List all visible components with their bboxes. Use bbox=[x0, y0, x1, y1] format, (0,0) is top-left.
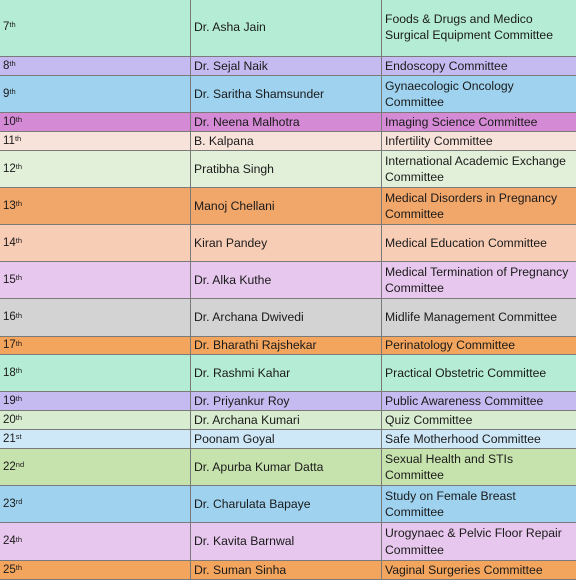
committee-name: Gynaecologic Oncology Committee bbox=[385, 78, 514, 109]
chairperson-name: Dr. Priyankur Roy bbox=[191, 392, 382, 410]
table-row bbox=[0, 337, 576, 355]
committee-name: Infertility Committee bbox=[385, 133, 493, 148]
committee-name: Imaging Science Committee bbox=[385, 114, 538, 129]
serial-number: 9 $^{th}$ bbox=[0, 76, 191, 112]
committee-name: Medical Education Committee bbox=[385, 235, 547, 250]
committee-name: Urogynaec & Pelvic Floor Repair Committee bbox=[385, 526, 562, 557]
chairperson-name: Dr. Suman Sinha bbox=[191, 561, 382, 579]
serial-number: 23 $^{rd}$ bbox=[0, 486, 191, 522]
chairperson-name: Dr. Bharathi Rajshekar bbox=[191, 337, 382, 354]
table-row bbox=[0, 561, 576, 580]
chairperson-name: Dr. Saritha Shamsunder bbox=[191, 76, 382, 112]
chairperson-name: Dr. Charulata Bapaye bbox=[191, 486, 382, 522]
table-row bbox=[0, 151, 576, 188]
chairperson-name: Kiran Pandey bbox=[191, 225, 382, 261]
table-row bbox=[0, 355, 576, 392]
committee-name: Medical Termination of Pregnancy Committee bbox=[385, 264, 569, 295]
table-row bbox=[0, 113, 576, 132]
table-row bbox=[0, 486, 576, 523]
committee-name: International Academic Exchange Committee bbox=[385, 153, 566, 184]
serial-number: 22 $^{nd}$ bbox=[0, 449, 191, 485]
committee-name: Midlife Management Committee bbox=[385, 310, 558, 325]
committee-name: Perinatology Committee bbox=[385, 338, 516, 353]
committee-name: Foods & Drugs and Medico Surgical Equipment Committee bbox=[385, 11, 553, 42]
serial-number: 17 $^{th}$ bbox=[0, 337, 191, 354]
chairperson-name: Dr. Alka Kuthe bbox=[191, 262, 382, 298]
table-row bbox=[0, 430, 576, 449]
serial-number: 13 $^{th}$ bbox=[0, 188, 191, 224]
committee-name: Vaginal Surgeries Committee bbox=[385, 562, 543, 577]
serial-number: 15 $^{th}$ bbox=[0, 262, 191, 298]
committee-name: Sexual Health and STIs Committee bbox=[385, 451, 514, 482]
table-row bbox=[0, 449, 576, 486]
serial-number: 24 $^{th}$ bbox=[0, 523, 191, 560]
committee-name: Safe Motherhood Committee bbox=[385, 431, 541, 446]
serial-number: 8 $^{th}$ bbox=[0, 57, 191, 75]
committee-name: Public Awareness Committee bbox=[385, 393, 544, 408]
chairperson-name: Dr. Rashmi Kahar bbox=[191, 355, 382, 391]
chairperson-name: Dr. Kavita Barnwal bbox=[191, 523, 382, 560]
chairperson-name: Dr. Archana Dwivedi bbox=[191, 299, 382, 336]
chairperson-name: Dr. Asha Jain bbox=[191, 0, 382, 56]
table-row bbox=[0, 0, 576, 57]
committee-name: Medical Disorders in Pregnancy Committee bbox=[385, 190, 558, 221]
table-row bbox=[0, 392, 576, 411]
serial-number: 12 $^{th}$ bbox=[0, 151, 191, 187]
chairperson-name: Dr. Apurba Kumar Datta bbox=[191, 449, 382, 485]
table-row bbox=[0, 188, 576, 225]
chairperson-name: Manoj Chellani bbox=[191, 188, 382, 224]
table-row bbox=[0, 523, 576, 561]
committee-name: Endoscopy Committee bbox=[385, 58, 508, 73]
serial-number: 16 $^{th}$ bbox=[0, 299, 191, 336]
serial-number: 10 $^{th}$ bbox=[0, 113, 191, 131]
committee-name: Study on Female Breast Committee bbox=[385, 488, 516, 519]
table-row bbox=[0, 57, 576, 76]
table-row bbox=[0, 262, 576, 299]
table-row bbox=[0, 411, 576, 430]
table-row bbox=[0, 132, 576, 151]
serial-number: 18 $^{th}$ bbox=[0, 355, 191, 391]
serial-number: 19 $^{th}$ bbox=[0, 392, 191, 410]
chairperson-name: Dr. Archana Kumari bbox=[191, 411, 382, 429]
chairperson-name: Dr. Sejal Naik bbox=[191, 57, 382, 75]
chairperson-name: B. Kalpana bbox=[191, 132, 382, 150]
table-row bbox=[0, 299, 576, 337]
table-row bbox=[0, 76, 576, 113]
committee-name: Practical Obstetric Committee bbox=[385, 365, 547, 380]
committee-name: Quiz Committee bbox=[385, 412, 473, 427]
chairperson-name: Dr. Neena Malhotra bbox=[191, 113, 382, 131]
serial-number: 7 $^{th}$ bbox=[0, 0, 191, 56]
table-row bbox=[0, 225, 576, 262]
serial-number: 14 $^{th}$ bbox=[0, 225, 191, 261]
serial-number: 20 $^{th}$ bbox=[0, 411, 191, 429]
serial-number: 11 $^{th}$ bbox=[0, 132, 191, 150]
serial-number: 25 $^{th}$ bbox=[0, 561, 191, 579]
serial-number: 21 $^{st}$ bbox=[0, 430, 191, 448]
chairperson-name: Pratibha Singh bbox=[191, 151, 382, 187]
chairperson-name: Poonam Goyal bbox=[191, 430, 382, 448]
